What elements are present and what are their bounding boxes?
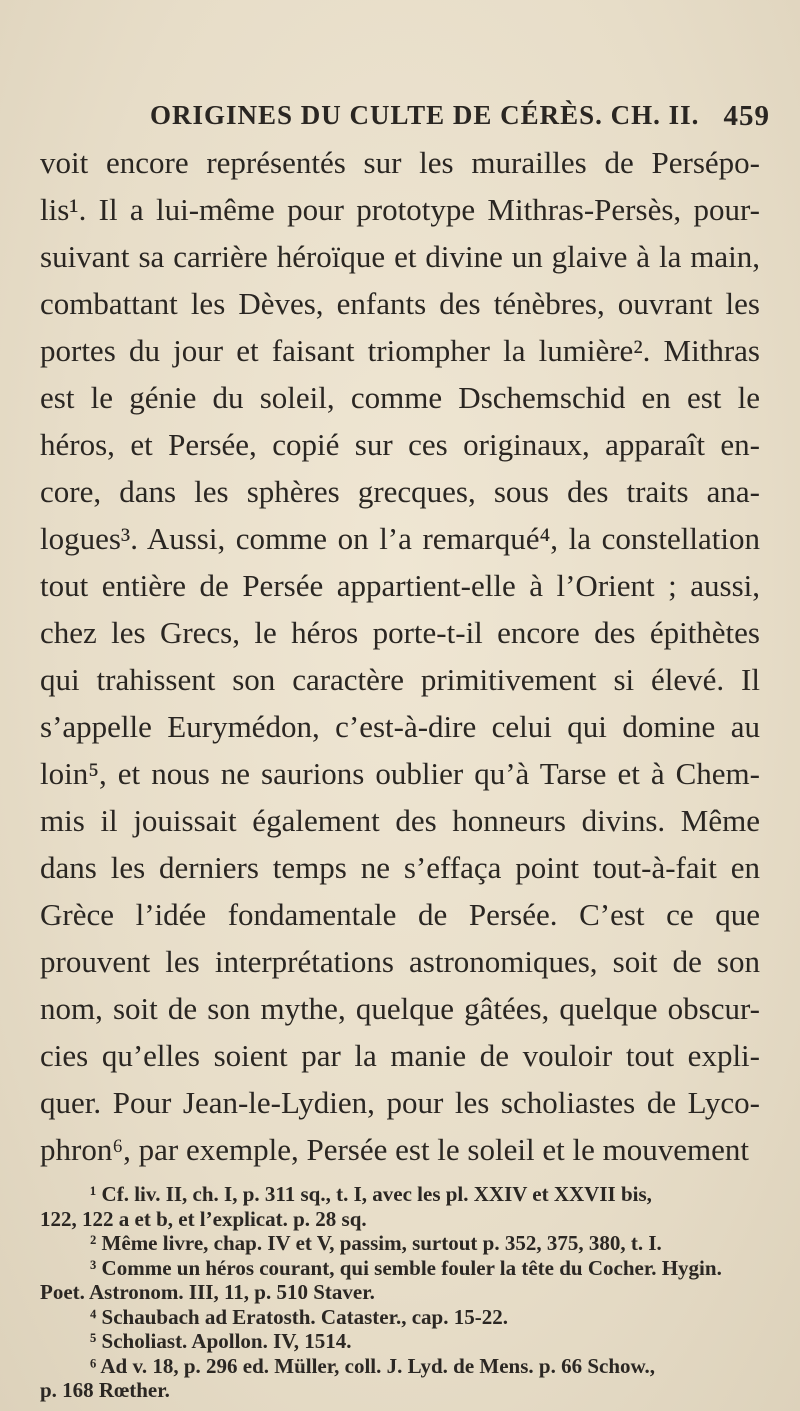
footnote-3-cont: Poet. Astronom. III, 11, p. 510 Staver.	[40, 1280, 375, 1304]
text-line: logues³. Aussi, comme on l’a remarqué⁴, la constellation	[40, 521, 760, 556]
text-line: chez les Grecs, le héros porte-t-il encore des épithètes	[40, 615, 760, 650]
text-line: voit encore représentés sur les murailles de Persépo-	[40, 145, 760, 180]
footnote-6-cont: p. 168 Rœther.	[40, 1378, 170, 1402]
text-line: Grèce l’idée fondamentale de Persée. C’est ce que	[40, 897, 760, 932]
header-title: ORIGINES DU CULTE DE CÉRÈS. CH. II.	[150, 100, 700, 130]
text-line: lis¹. Il a lui-même pour prototype Mithras-Persès, pour-	[40, 192, 760, 227]
footnote-2: ² Même livre, chap. IV et V, passim, surtout p. 352, 375, 380, t. I.	[90, 1231, 662, 1255]
text-line: quer. Pour Jean-le-Lydien, pour les scholiastes de Lyco-	[40, 1085, 760, 1120]
footnote-4: ⁴ Schaubach ad Eratosth. Cataster., cap. 15-22.	[90, 1304, 508, 1329]
text-line: prouvent les interprétations astronomiques, soit de son	[40, 944, 760, 979]
text-line: mis il jouissait également des honneurs divins. Même	[40, 803, 760, 838]
running-header	[150, 100, 770, 140]
text-line: est le génie du soleil, comme Dschemschid en est le	[40, 380, 760, 415]
footnote-3: ³ Comme un héros courant, qui semble fouler la tête du Cocher. Hygin.	[90, 1255, 722, 1280]
text-line: héros, et Persée, copié sur ces originaux, apparaît en-	[40, 427, 760, 462]
text-line: loin⁵, et nous ne saurions oublier qu’à Tarse et à Chem-	[40, 756, 760, 791]
text-line: suivant sa carrière héroïque et divine un glaive à la main,	[40, 239, 760, 274]
text-line: nom, soit de son mythe, quelque gâtées, quelque obscur-	[40, 991, 760, 1026]
text-line: cies qu’elles soient par la manie de vouloir tout expli-	[40, 1038, 760, 1073]
text-line: dans les derniers temps ne s’effaça point tout-à-fait en	[40, 850, 760, 885]
footnote-1: ¹ Cf. liv. II, ch. I, p. 311 sq., t. I, avec les pl. XXIV et XXVII bis,	[90, 1182, 652, 1206]
footnote-5: ⁵ Scholiast. Apollon. IV, 1514.	[90, 1329, 352, 1353]
page-number: 459	[723, 100, 770, 132]
text-line: phron⁶, par exemple, Persée est le soleil et le mouvement	[40, 1132, 749, 1167]
footnote-6: ⁶ Ad v. 18, p. 296 ed. Müller, coll. J. Lyd. de Mens. p. 66 Schow.,	[90, 1353, 656, 1378]
text-line: qui trahissent son caractère primitivement si élevé. Il	[40, 662, 760, 697]
text-line: tout entière de Persée appartient-elle à l’Orient ; aussi,	[40, 568, 760, 603]
text-line: s’appelle Eurymédon, c’est-à-dire celui qui domine au	[40, 709, 760, 744]
text-line: portes du jour et faisant triompher la lumière². Mithras	[40, 333, 760, 368]
text-line: core, dans les sphères grecques, sous des traits ana-	[40, 474, 760, 509]
text-line: combattant les Dèves, enfants des ténèbres, ouvrant les	[40, 286, 760, 321]
footnote-1-cont: 122, 122 a et b, et l’explicat. p. 28 sq.	[40, 1206, 367, 1231]
